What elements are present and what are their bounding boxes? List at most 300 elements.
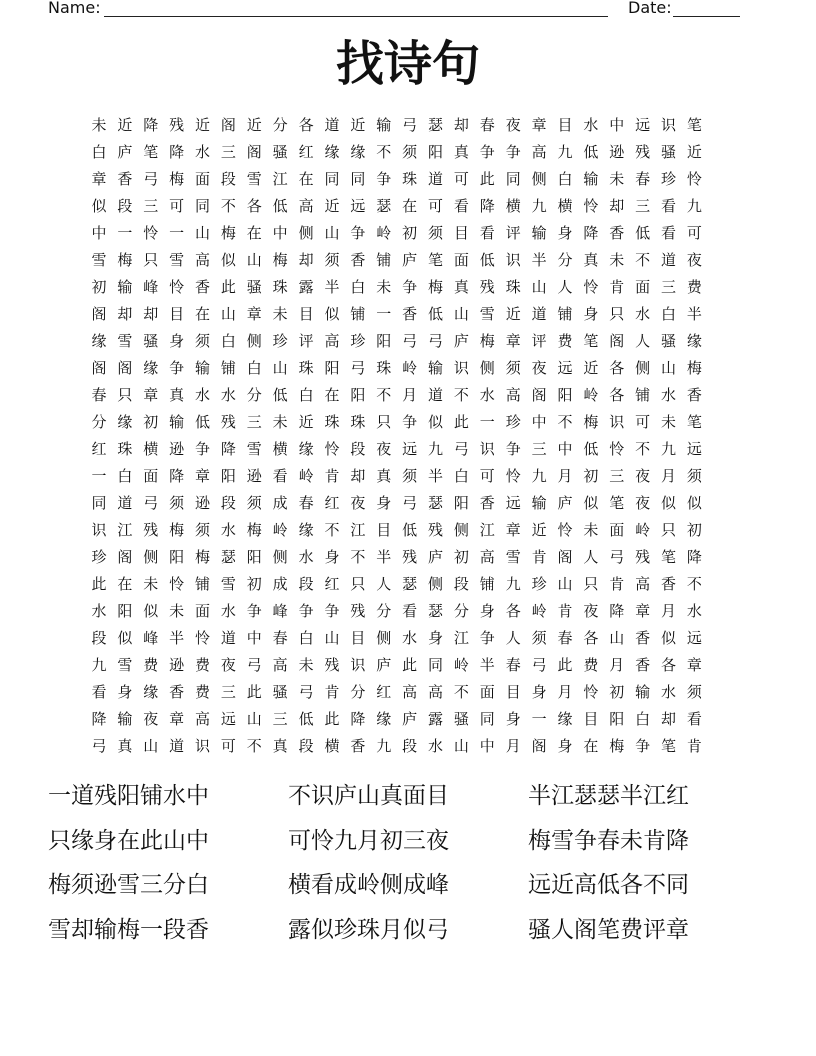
grid-cell[interactable]: 身	[376, 494, 392, 512]
grid-cell[interactable]: 白	[298, 629, 314, 647]
grid-cell[interactable]: 阁	[531, 386, 547, 404]
grid-cell[interactable]: 初	[402, 224, 418, 242]
grid-cell[interactable]: 怜	[557, 521, 573, 539]
grid-cell[interactable]: 只	[117, 386, 133, 404]
grid-cell[interactable]: 近	[531, 521, 547, 539]
grid-cell[interactable]: 初	[246, 575, 262, 593]
grid-cell[interactable]: 山	[453, 737, 469, 755]
grid-cell[interactable]: 低	[635, 224, 651, 242]
grid-cell[interactable]: 输	[583, 170, 599, 188]
grid-cell[interactable]: 高	[402, 683, 418, 701]
grid-cell[interactable]: 却	[350, 467, 366, 485]
grid-cell[interactable]: 庐	[428, 548, 444, 566]
grid-cell[interactable]: 横	[557, 197, 573, 215]
grid-cell[interactable]: 未	[376, 278, 392, 296]
grid-cell[interactable]: 近	[686, 143, 702, 161]
grid-cell[interactable]: 人	[557, 278, 573, 296]
grid-cell[interactable]: 段	[350, 440, 366, 458]
grid-cell[interactable]: 侧	[453, 521, 469, 539]
grid-cell[interactable]: 段	[117, 197, 133, 215]
grid-cell[interactable]: 中	[272, 224, 288, 242]
grid-cell[interactable]: 降	[91, 710, 107, 728]
grid-cell[interactable]: 白	[246, 359, 262, 377]
grid-cell[interactable]: 识	[479, 440, 495, 458]
grid-cell[interactable]: 夜	[220, 656, 236, 674]
grid-cell[interactable]: 怜	[686, 170, 702, 188]
grid-cell[interactable]: 峰	[143, 278, 159, 296]
grid-cell[interactable]: 可	[686, 224, 702, 242]
grid-cell[interactable]: 三	[220, 683, 236, 701]
grid-cell[interactable]: 铺	[220, 359, 236, 377]
grid-cell[interactable]: 目	[350, 629, 366, 647]
grid-cell[interactable]: 同	[505, 170, 521, 188]
grid-cell[interactable]: 只	[350, 575, 366, 593]
grid-cell[interactable]: 半	[531, 251, 547, 269]
grid-cell[interactable]: 阳	[220, 467, 236, 485]
grid-cell[interactable]: 夜	[376, 440, 392, 458]
grid-cell[interactable]: 怜	[143, 224, 159, 242]
grid-cell[interactable]: 香	[635, 656, 651, 674]
grid-cell[interactable]: 香	[635, 629, 651, 647]
grid-cell[interactable]: 可	[220, 737, 236, 755]
grid-cell[interactable]: 梅	[169, 521, 185, 539]
grid-cell[interactable]: 章	[505, 521, 521, 539]
grid-cell[interactable]: 章	[686, 656, 702, 674]
grid-cell[interactable]: 水	[220, 521, 236, 539]
grid-cell[interactable]: 高	[428, 683, 444, 701]
grid-cell[interactable]: 须	[246, 494, 262, 512]
grid-cell[interactable]: 目	[505, 683, 521, 701]
grid-cell[interactable]: 此	[557, 656, 573, 674]
grid-cell[interactable]: 不	[350, 548, 366, 566]
grid-cell[interactable]: 月	[661, 602, 677, 620]
grid-cell[interactable]: 争	[635, 737, 651, 755]
grid-cell[interactable]: 三	[609, 467, 625, 485]
grid-cell[interactable]: 江	[453, 629, 469, 647]
grid-cell[interactable]: 白	[635, 710, 651, 728]
grid-cell[interactable]: 道	[428, 386, 444, 404]
grid-cell[interactable]: 低	[479, 251, 495, 269]
grid-cell[interactable]: 输	[376, 116, 392, 134]
grid-cell[interactable]: 铺	[635, 386, 651, 404]
grid-cell[interactable]: 雪	[169, 251, 185, 269]
grid-cell[interactable]: 目	[453, 224, 469, 242]
grid-cell[interactable]: 山	[661, 359, 677, 377]
grid-cell[interactable]: 评	[531, 332, 547, 350]
grid-cell[interactable]: 三	[143, 197, 159, 215]
grid-cell[interactable]: 近	[195, 116, 211, 134]
grid-cell[interactable]: 远	[402, 440, 418, 458]
grid-cell[interactable]: 笔	[428, 251, 444, 269]
grid-cell[interactable]: 同	[350, 170, 366, 188]
grid-cell[interactable]: 春	[635, 170, 651, 188]
grid-cell[interactable]: 侧	[246, 332, 262, 350]
grid-cell[interactable]: 缘	[350, 143, 366, 161]
grid-cell[interactable]: 怜	[505, 467, 521, 485]
grid-cell[interactable]: 输	[531, 224, 547, 242]
grid-cell[interactable]: 珍	[350, 332, 366, 350]
grid-cell[interactable]: 看	[272, 467, 288, 485]
grid-cell[interactable]: 须	[686, 467, 702, 485]
grid-cell[interactable]: 庐	[117, 143, 133, 161]
grid-cell[interactable]: 侧	[531, 170, 547, 188]
grid-cell[interactable]: 月	[505, 737, 521, 755]
grid-cell[interactable]: 目	[169, 305, 185, 323]
grid-cell[interactable]: 近	[298, 413, 314, 431]
grid-cell[interactable]: 面	[453, 251, 469, 269]
grid-cell[interactable]: 高	[195, 710, 211, 728]
grid-cell[interactable]: 低	[583, 440, 599, 458]
grid-cell[interactable]: 阳	[350, 386, 366, 404]
grid-cell[interactable]: 岭	[531, 602, 547, 620]
grid-cell[interactable]: 争	[402, 413, 418, 431]
grid-cell[interactable]: 侧	[298, 224, 314, 242]
grid-cell[interactable]: 残	[169, 116, 185, 134]
grid-cell[interactable]: 横	[505, 197, 521, 215]
grid-cell[interactable]: 阁	[609, 332, 625, 350]
grid-cell[interactable]: 争	[324, 602, 340, 620]
grid-cell[interactable]: 评	[298, 332, 314, 350]
grid-cell[interactable]: 山	[246, 710, 262, 728]
grid-cell[interactable]: 降	[143, 116, 159, 134]
grid-cell[interactable]: 高	[272, 656, 288, 674]
grid-cell[interactable]: 笔	[661, 548, 677, 566]
grid-cell[interactable]: 三	[272, 710, 288, 728]
grid-cell[interactable]: 初	[453, 548, 469, 566]
grid-cell[interactable]: 道	[117, 494, 133, 512]
grid-cell[interactable]: 瑟	[428, 494, 444, 512]
grid-cell[interactable]: 似	[324, 305, 340, 323]
grid-cell[interactable]: 同	[91, 494, 107, 512]
grid-cell[interactable]: 中	[246, 629, 262, 647]
grid-cell[interactable]: 此	[453, 413, 469, 431]
grid-cell[interactable]: 九	[428, 440, 444, 458]
grid-cell[interactable]: 瑟	[428, 602, 444, 620]
grid-cell[interactable]: 水	[298, 548, 314, 566]
grid-cell[interactable]: 远	[686, 440, 702, 458]
grid-cell[interactable]: 章	[635, 602, 651, 620]
grid-cell[interactable]: 庐	[557, 494, 573, 512]
grid-cell[interactable]: 水	[220, 602, 236, 620]
grid-cell[interactable]: 笔	[609, 494, 625, 512]
grid-cell[interactable]: 白	[453, 467, 469, 485]
grid-cell[interactable]: 费	[143, 656, 159, 674]
grid-cell[interactable]: 身	[479, 602, 495, 620]
grid-cell[interactable]: 分	[246, 386, 262, 404]
grid-cell[interactable]: 此	[479, 170, 495, 188]
grid-cell[interactable]: 弓	[453, 440, 469, 458]
grid-cell[interactable]: 真	[453, 143, 469, 161]
grid-cell[interactable]: 看	[453, 197, 469, 215]
grid-cell[interactable]: 肯	[609, 278, 625, 296]
grid-cell[interactable]: 可	[428, 197, 444, 215]
grid-cell[interactable]: 江	[117, 521, 133, 539]
grid-cell[interactable]: 笔	[686, 116, 702, 134]
grid-cell[interactable]: 降	[220, 440, 236, 458]
grid-cell[interactable]: 红	[324, 575, 340, 593]
grid-cell[interactable]: 水	[686, 602, 702, 620]
grid-cell[interactable]: 月	[402, 386, 418, 404]
grid-cell[interactable]: 中	[91, 224, 107, 242]
grid-cell[interactable]: 未	[91, 116, 107, 134]
grid-cell[interactable]: 面	[195, 170, 211, 188]
grid-cell[interactable]: 中	[531, 413, 547, 431]
grid-cell[interactable]: 远	[505, 494, 521, 512]
grid-cell[interactable]: 人	[505, 629, 521, 647]
grid-cell[interactable]: 段	[298, 737, 314, 755]
grid-cell[interactable]: 不	[635, 440, 651, 458]
grid-cell[interactable]: 初	[143, 413, 159, 431]
grid-cell[interactable]: 九	[661, 440, 677, 458]
grid-cell[interactable]: 瑟	[428, 116, 444, 134]
grid-cell[interactable]: 须	[324, 251, 340, 269]
grid-cell[interactable]: 章	[169, 710, 185, 728]
grid-cell[interactable]: 夜	[686, 251, 702, 269]
grid-cell[interactable]: 只	[143, 251, 159, 269]
grid-cell[interactable]: 阳	[376, 332, 392, 350]
grid-cell[interactable]: 看	[661, 197, 677, 215]
grid-cell[interactable]: 真	[272, 737, 288, 755]
grid-cell[interactable]: 缘	[91, 332, 107, 350]
grid-cell[interactable]: 须	[505, 359, 521, 377]
grid-cell[interactable]: 争	[376, 170, 392, 188]
grid-cell[interactable]: 夜	[531, 359, 547, 377]
grid-cell[interactable]: 骚	[661, 143, 677, 161]
grid-cell[interactable]: 春	[557, 629, 573, 647]
grid-cell[interactable]: 似	[661, 629, 677, 647]
grid-cell[interactable]: 岭	[272, 521, 288, 539]
grid-cell[interactable]: 一	[479, 413, 495, 431]
grid-cell[interactable]: 道	[169, 737, 185, 755]
grid-cell[interactable]: 此	[324, 710, 340, 728]
grid-cell[interactable]: 怜	[609, 440, 625, 458]
grid-cell[interactable]: 骚	[453, 710, 469, 728]
grid-cell[interactable]: 香	[402, 305, 418, 323]
grid-cell[interactable]: 阁	[246, 143, 262, 161]
grid-cell[interactable]: 章	[531, 116, 547, 134]
grid-cell[interactable]: 不	[453, 683, 469, 701]
grid-cell[interactable]: 此	[91, 575, 107, 593]
grid-cell[interactable]: 费	[557, 332, 573, 350]
grid-cell[interactable]: 红	[376, 683, 392, 701]
grid-cell[interactable]: 同	[324, 170, 340, 188]
grid-cell[interactable]: 面	[479, 683, 495, 701]
grid-cell[interactable]: 章	[195, 467, 211, 485]
grid-cell[interactable]: 身	[583, 305, 599, 323]
grid-cell[interactable]: 三	[635, 197, 651, 215]
grid-cell[interactable]: 在	[324, 386, 340, 404]
grid-cell[interactable]: 争	[298, 602, 314, 620]
grid-cell[interactable]: 人	[635, 332, 651, 350]
grid-cell[interactable]: 高	[531, 143, 547, 161]
grid-cell[interactable]: 夜	[350, 494, 366, 512]
grid-cell[interactable]: 水	[195, 386, 211, 404]
grid-cell[interactable]: 缘	[117, 413, 133, 431]
grid-cell[interactable]: 弓	[91, 737, 107, 755]
grid-cell[interactable]: 低	[428, 305, 444, 323]
grid-cell[interactable]: 岭	[402, 359, 418, 377]
grid-cell[interactable]: 争	[169, 359, 185, 377]
grid-cell[interactable]: 庐	[453, 332, 469, 350]
grid-cell[interactable]: 梅	[609, 737, 625, 755]
grid-cell[interactable]: 岭	[376, 224, 392, 242]
grid-cell[interactable]: 珍	[91, 548, 107, 566]
grid-cell[interactable]: 看	[479, 224, 495, 242]
grid-cell[interactable]: 残	[428, 521, 444, 539]
grid-cell[interactable]: 瑟	[402, 575, 418, 593]
grid-cell[interactable]: 阁	[117, 359, 133, 377]
grid-cell[interactable]: 道	[220, 629, 236, 647]
grid-cell[interactable]: 山	[272, 359, 288, 377]
grid-cell[interactable]: 月	[609, 656, 625, 674]
grid-cell[interactable]: 似	[428, 413, 444, 431]
grid-cell[interactable]: 雪	[505, 548, 521, 566]
grid-cell[interactable]: 山	[195, 224, 211, 242]
grid-cell[interactable]: 似	[583, 494, 599, 512]
grid-cell[interactable]: 高	[635, 575, 651, 593]
grid-cell[interactable]: 岭	[583, 386, 599, 404]
grid-cell[interactable]: 低	[298, 710, 314, 728]
grid-cell[interactable]: 近	[246, 116, 262, 134]
grid-cell[interactable]: 白	[350, 278, 366, 296]
grid-cell[interactable]: 肯	[324, 683, 340, 701]
grid-cell[interactable]: 夜	[143, 710, 159, 728]
grid-cell[interactable]: 一	[169, 224, 185, 242]
grid-cell[interactable]: 真	[117, 737, 133, 755]
grid-cell[interactable]: 珠	[505, 278, 521, 296]
grid-cell[interactable]: 此	[402, 656, 418, 674]
grid-cell[interactable]: 争	[402, 278, 418, 296]
grid-cell[interactable]: 雪	[117, 656, 133, 674]
grid-cell[interactable]: 铺	[195, 575, 211, 593]
grid-cell[interactable]: 残	[350, 602, 366, 620]
grid-cell[interactable]: 水	[428, 737, 444, 755]
grid-cell[interactable]: 初	[91, 278, 107, 296]
grid-cell[interactable]: 身	[557, 737, 573, 755]
grid-cell[interactable]: 却	[298, 251, 314, 269]
grid-cell[interactable]: 白	[557, 170, 573, 188]
grid-cell[interactable]: 半	[376, 548, 392, 566]
grid-cell[interactable]: 残	[635, 143, 651, 161]
grid-cell[interactable]: 段	[91, 629, 107, 647]
grid-cell[interactable]: 面	[635, 278, 651, 296]
grid-cell[interactable]: 段	[298, 575, 314, 593]
grid-cell[interactable]: 九	[557, 143, 573, 161]
grid-cell[interactable]: 看	[402, 602, 418, 620]
grid-cell[interactable]: 夜	[635, 467, 651, 485]
grid-cell[interactable]: 只	[583, 575, 599, 593]
grid-cell[interactable]: 香	[117, 170, 133, 188]
grid-cell[interactable]: 水	[220, 386, 236, 404]
grid-cell[interactable]: 弓	[531, 656, 547, 674]
grid-cell[interactable]: 道	[428, 170, 444, 188]
grid-cell[interactable]: 降	[169, 143, 185, 161]
grid-cell[interactable]: 阁	[91, 359, 107, 377]
grid-cell[interactable]: 梅	[428, 278, 444, 296]
grid-cell[interactable]: 识	[661, 116, 677, 134]
grid-cell[interactable]: 春	[91, 386, 107, 404]
grid-cell[interactable]: 山	[246, 251, 262, 269]
grid-cell[interactable]: 未	[609, 170, 625, 188]
grid-cell[interactable]: 近	[350, 116, 366, 134]
grid-cell[interactable]: 高	[298, 197, 314, 215]
grid-cell[interactable]: 山	[324, 629, 340, 647]
grid-cell[interactable]: 阳	[324, 359, 340, 377]
grid-cell[interactable]: 人	[376, 575, 392, 593]
grid-cell[interactable]: 珍	[505, 413, 521, 431]
grid-cell[interactable]: 三	[661, 278, 677, 296]
grid-cell[interactable]: 横	[143, 440, 159, 458]
grid-cell[interactable]: 庐	[402, 251, 418, 269]
grid-cell[interactable]: 不	[557, 413, 573, 431]
grid-cell[interactable]: 春	[479, 116, 495, 134]
grid-cell[interactable]: 可	[169, 197, 185, 215]
grid-cell[interactable]: 峰	[143, 629, 159, 647]
grid-cell[interactable]: 铺	[350, 305, 366, 323]
grid-cell[interactable]: 半	[686, 305, 702, 323]
grid-cell[interactable]: 水	[195, 143, 211, 161]
grid-cell[interactable]: 不	[324, 521, 340, 539]
grid-cell[interactable]: 未	[272, 305, 288, 323]
grid-cell[interactable]: 残	[402, 548, 418, 566]
grid-cell[interactable]: 弓	[402, 116, 418, 134]
grid-cell[interactable]: 香	[350, 737, 366, 755]
grid-cell[interactable]: 水	[91, 602, 107, 620]
grid-cell[interactable]: 识	[350, 656, 366, 674]
grid-cell[interactable]: 须	[169, 494, 185, 512]
grid-cell[interactable]: 山	[324, 224, 340, 242]
grid-cell[interactable]: 月	[557, 683, 573, 701]
grid-cell[interactable]: 看	[686, 710, 702, 728]
grid-cell[interactable]: 弓	[143, 170, 159, 188]
grid-cell[interactable]: 不	[246, 737, 262, 755]
grid-cell[interactable]: 雪	[246, 170, 262, 188]
grid-cell[interactable]: 缘	[324, 143, 340, 161]
grid-cell[interactable]: 白	[91, 143, 107, 161]
grid-cell[interactable]: 未	[661, 413, 677, 431]
grid-cell[interactable]: 露	[428, 710, 444, 728]
grid-cell[interactable]: 在	[117, 575, 133, 593]
grid-cell[interactable]: 月	[557, 467, 573, 485]
grid-cell[interactable]: 阁	[220, 116, 236, 134]
grid-cell[interactable]: 分	[453, 602, 469, 620]
grid-cell[interactable]: 逊	[195, 494, 211, 512]
grid-cell[interactable]: 夜	[583, 602, 599, 620]
grid-cell[interactable]: 白	[117, 467, 133, 485]
grid-cell[interactable]: 远	[220, 710, 236, 728]
grid-cell[interactable]: 怜	[195, 629, 211, 647]
grid-cell[interactable]: 却	[609, 197, 625, 215]
grid-cell[interactable]: 此	[246, 683, 262, 701]
grid-cell[interactable]: 岭	[298, 467, 314, 485]
grid-cell[interactable]: 识	[609, 413, 625, 431]
grid-cell[interactable]: 肯	[609, 575, 625, 593]
grid-cell[interactable]: 缘	[557, 710, 573, 728]
grid-cell[interactable]: 露	[298, 278, 314, 296]
grid-cell[interactable]: 笔	[583, 332, 599, 350]
grid-cell[interactable]: 高	[479, 548, 495, 566]
grid-cell[interactable]: 弓	[246, 656, 262, 674]
grid-cell[interactable]: 须	[195, 521, 211, 539]
grid-cell[interactable]: 近	[324, 197, 340, 215]
grid-cell[interactable]: 怜	[583, 197, 599, 215]
grid-cell[interactable]: 不	[635, 251, 651, 269]
grid-cell[interactable]: 半	[324, 278, 340, 296]
grid-cell[interactable]: 侧	[428, 575, 444, 593]
grid-cell[interactable]: 阳	[246, 548, 262, 566]
grid-cell[interactable]: 却	[453, 116, 469, 134]
grid-cell[interactable]: 半	[169, 629, 185, 647]
